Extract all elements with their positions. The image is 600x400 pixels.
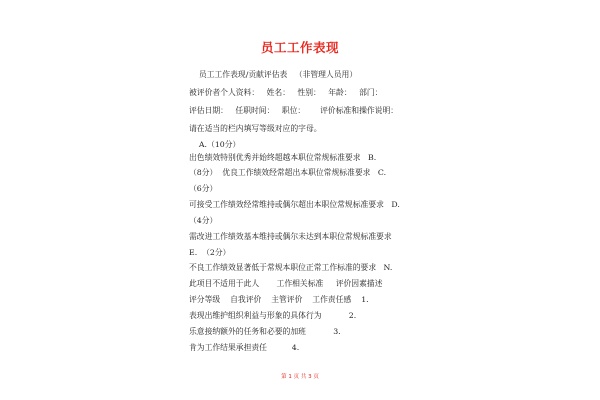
body-line: （4分） bbox=[189, 216, 218, 225]
body-line: 乐意接纳额外的任务和必要的加班 3. bbox=[189, 327, 341, 336]
body-line: 请在适当的栏内填写等级对应的字母。 bbox=[189, 124, 322, 133]
body-line: 不良工作绩效显著低于常规本职位正常工作标准的要求 N. bbox=[189, 263, 393, 272]
body-line: A.（10分） bbox=[189, 140, 241, 149]
body-line: 出色绩效特别优秀并始终超越本职位常规标准要求 B. bbox=[189, 153, 377, 162]
body-line: 评估日期： 任职时间： 职位： 评价标准和操作说明： bbox=[189, 106, 399, 115]
body-line: （6分） bbox=[189, 184, 218, 193]
body-line: 评分等级 自我评价 主管评价 工作责任感 1. bbox=[189, 295, 369, 304]
body-line: 此项目不适用于此人 工作相关标准 评价因素描述 bbox=[189, 279, 383, 288]
body-line: （8分） 优良工作绩效经常超出本职位常规标准要求 C. bbox=[189, 168, 387, 177]
body-line: 肯为工作结果承担责任 4. bbox=[189, 343, 300, 352]
document-title: 员工工作表现 bbox=[260, 40, 339, 55]
body-line: E. （2分） bbox=[189, 248, 231, 257]
body-line: 可接受工作绩效经常维持或偶尔超出本职位常规标准要求 D. bbox=[189, 200, 400, 209]
body-line: 被评价者个人资料： 姓名： 性别： 年龄： 部门： bbox=[189, 88, 383, 97]
body-line: 表现出维护组织利益与形象的具体行为 2. bbox=[189, 311, 357, 320]
body-line: 员工工作表现/贡献评估表 （非管理人员用） bbox=[189, 70, 358, 79]
body-line: 需改进工作绩效基本维持或偶尔未达到本职位常规标准要求 bbox=[189, 232, 392, 241]
page-number-footer: 第 1 页 共 3 页 bbox=[281, 374, 319, 380]
